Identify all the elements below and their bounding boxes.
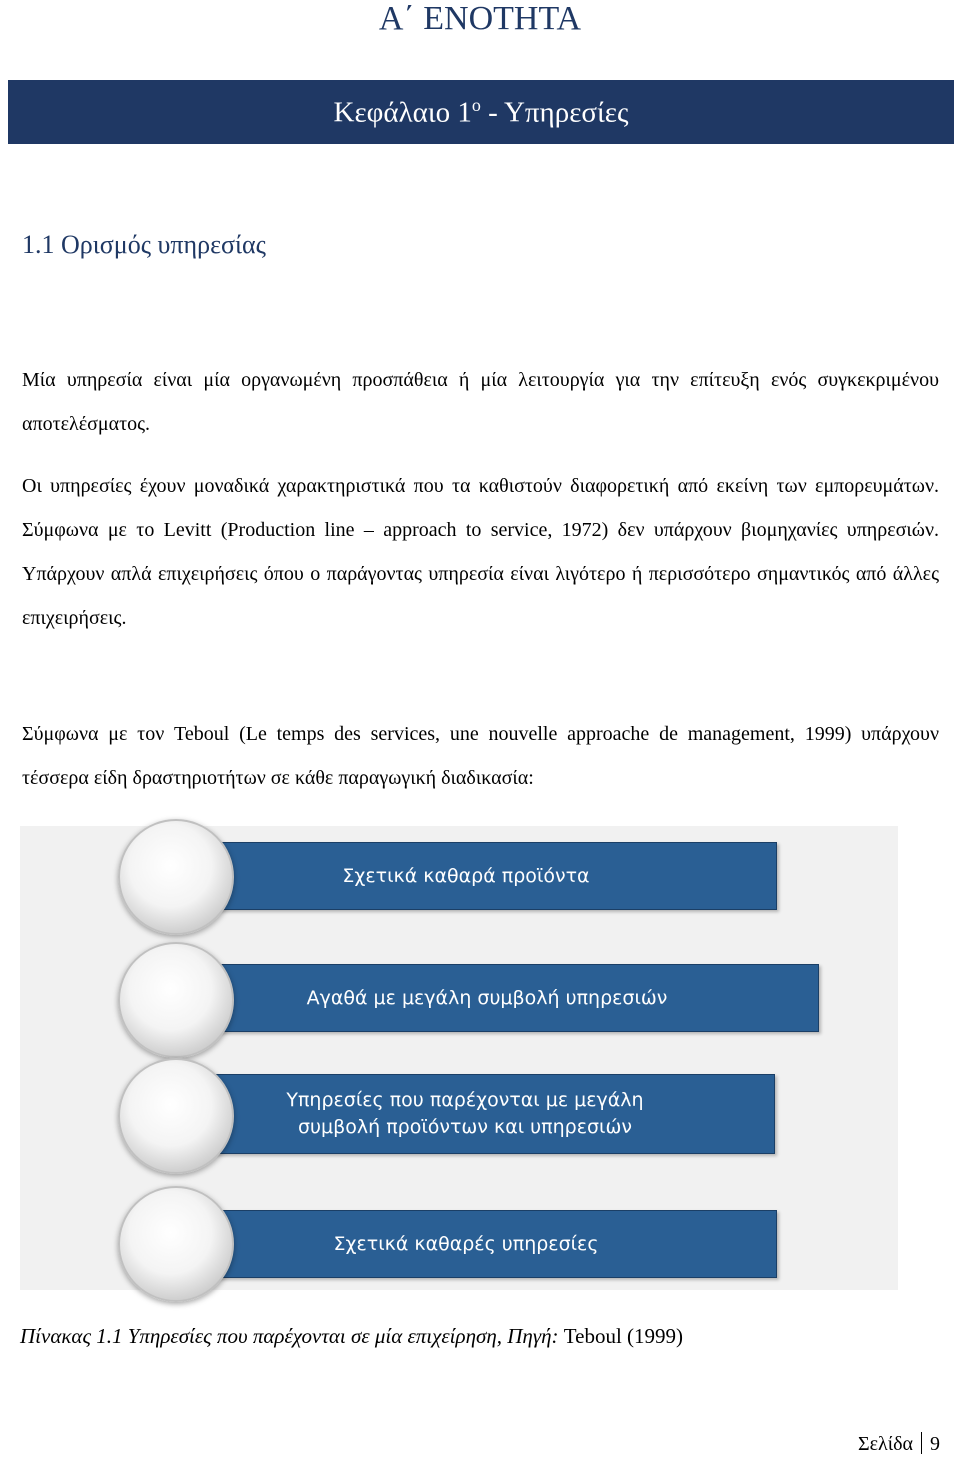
diagram-circle-4 bbox=[118, 1186, 234, 1302]
footer-separator bbox=[921, 1432, 922, 1454]
diagram-circle-1 bbox=[118, 819, 234, 935]
diagram-bar-label: Υπηρεσίες που παρέχονται με μεγάλη συμβολή προϊόντων και υπηρεσιών bbox=[286, 1089, 644, 1138]
diagram-bar-label: Αγαθά με μεγάλη συμβολή υπηρεσιών bbox=[306, 986, 668, 1009]
chapter-suffix: - Υπηρεσίες bbox=[480, 96, 629, 129]
footer-label: Σελίδα bbox=[857, 1433, 913, 1455]
table-caption bbox=[20, 1324, 683, 1349]
section-heading: 1.1 Ορισμός υπηρεσίας bbox=[22, 230, 266, 259]
diagram-bar-label: Σχετικά καθαρές υπηρεσίες bbox=[333, 1232, 599, 1255]
diagram-bar-services-with-products bbox=[155, 1074, 775, 1154]
unit-title: Α΄ ΕΝΟΤΗΤΑ bbox=[378, 0, 582, 37]
diagram-bar-pure-services bbox=[155, 1210, 777, 1278]
diagram-bar-pure-products bbox=[155, 842, 777, 910]
diagram-bar-goods-with-services bbox=[155, 964, 819, 1032]
diagram-bar-label: Σχετικά καθαρά προϊόντα bbox=[342, 864, 590, 887]
chapter-superscript: ο bbox=[471, 94, 481, 115]
paragraph-levitt: Οι υπηρεσίες έχουν μοναδικά χαρακτηριστικά που τα καθιστούν διαφορετική από εκείνη των εμπορευμάτων. Σύμφωνα με το Levitt (Production line – approach to service, 1972) δεν υπάρχουν βιομηχανίες υπηρεσιών. Υπάρχουν απλά επιχειρήσεις όπου ο παράγοντας υπηρεσία είναι λιγότερο ή περισσότερο σημαντικός από άλλες επιχειρήσεις. bbox=[22, 475, 939, 629]
page-number: 9 bbox=[930, 1433, 940, 1455]
chapter-banner bbox=[8, 80, 954, 144]
diagram-circle-3 bbox=[118, 1058, 234, 1174]
page-footer bbox=[858, 1432, 940, 1456]
chapter-title bbox=[334, 95, 629, 130]
diagram-circle-2 bbox=[118, 942, 234, 1058]
services-diagram bbox=[20, 826, 898, 1290]
paragraph-teboul: Σύμφωνα με τον Teboul (Le temps des services, une nouvelle approache de management, 1999) υπάρχουν τέσσερα είδη δραστηριοτήτων σε κάθε παραγωγική διαδικασία: bbox=[22, 723, 939, 789]
caption-label: Πίνακας 1.1 Υπηρεσίες που παρέχονται σε μία επιχείρηση, Πηγή: bbox=[20, 1324, 559, 1348]
paragraph-definition: Μία υπηρεσία είναι μία οργανωμένη προσπάθεια ή μία λειτουργία για την επίτευξη ενός συγκεκριμένου αποτελέσματος. bbox=[22, 369, 939, 435]
chapter-prefix: Κεφάλαιο 1 bbox=[333, 96, 472, 129]
caption-source: Teboul (1999) bbox=[558, 1324, 684, 1348]
